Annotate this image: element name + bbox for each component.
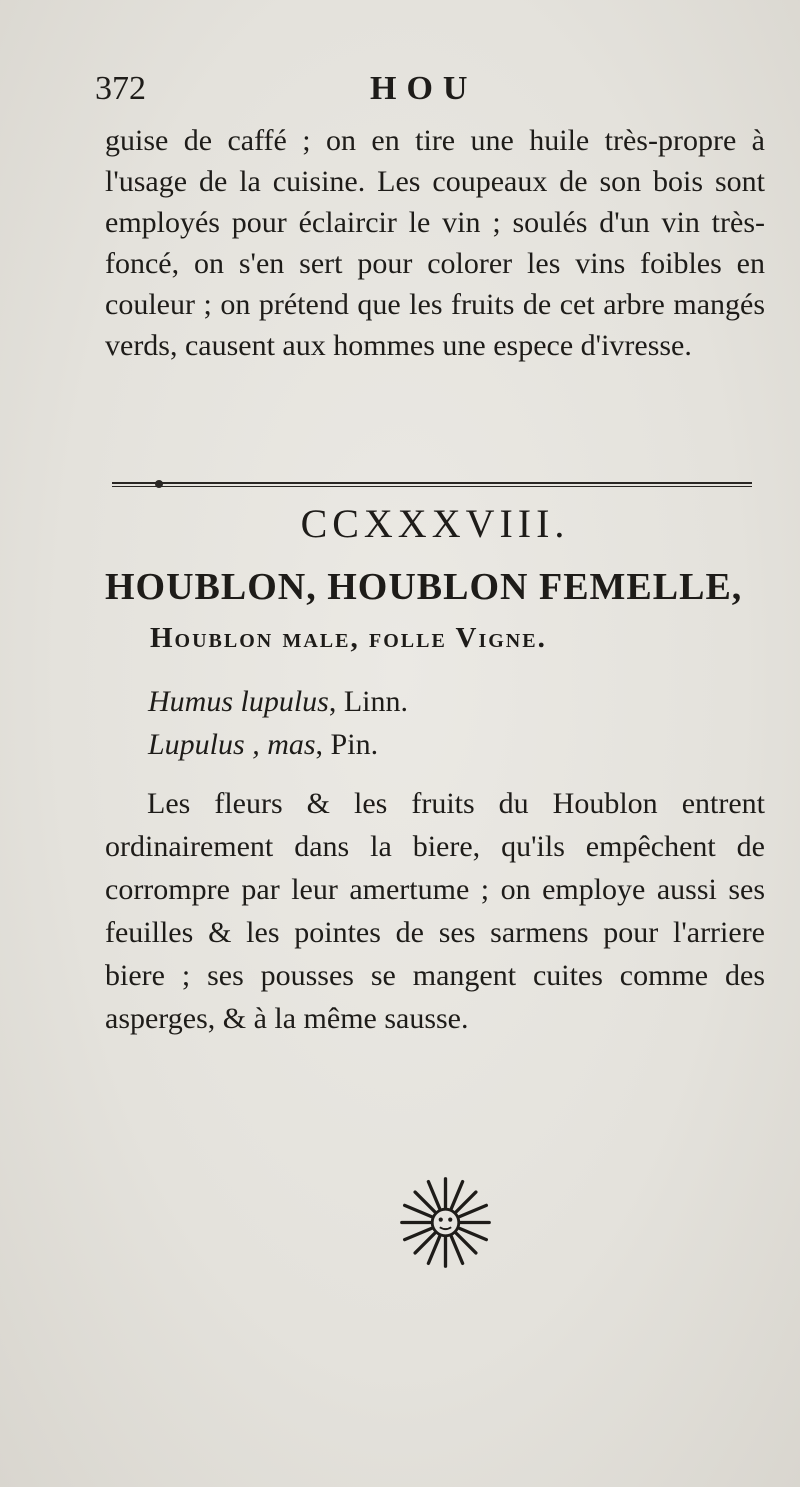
botanical-synonym bbox=[148, 685, 408, 719]
botanical-synonym bbox=[148, 728, 378, 762]
running-head: HOU bbox=[370, 70, 478, 107]
entry-paragraph-text: Les fleurs & les fruits du Houblon entrent ordinairement dans la biere, qu'ils empêchent de corrompre par leur amertume ; on employe aussi ses feuilles & les pointes de ses sarmens pour l'arriere biere ; ses pousses se mangent cuites comme des asperges, & à la même sausse. bbox=[105, 787, 765, 1035]
section-divider-rule bbox=[112, 482, 752, 487]
divider-ornament-dot bbox=[155, 480, 163, 488]
synonym-author: , Linn. bbox=[328, 685, 409, 718]
entry-subtitle: Houblon male, folle Vigne. bbox=[150, 622, 547, 654]
page-number: 372 bbox=[95, 70, 146, 107]
latin-name: Humus lupulus bbox=[148, 685, 329, 718]
page-header bbox=[95, 70, 655, 115]
entry-title: HOUBLON, HOUBLON FEMELLE, bbox=[105, 566, 743, 608]
synonym-author: , Pin. bbox=[315, 728, 379, 761]
entry-paragraph bbox=[105, 782, 765, 1040]
section-number: CCXXXVIII. bbox=[300, 501, 570, 546]
continuation-paragraph: guise de caffé ; on en tire une huile très-propre à l'usage de la cuisine. Les coupeaux de son bois sont employés pour éclaircir le vin ; soulés d'un vin très-foncé, on s'en sert pour colorer les vins foibles en couleur ; on prétend que les fruits de cet arbre mangés verds, causent aux hommes une espece d'ivresse. bbox=[105, 124, 765, 362]
latin-name: Lupulus , mas bbox=[148, 728, 316, 761]
fleuron-ornament-icon bbox=[398, 1175, 493, 1270]
